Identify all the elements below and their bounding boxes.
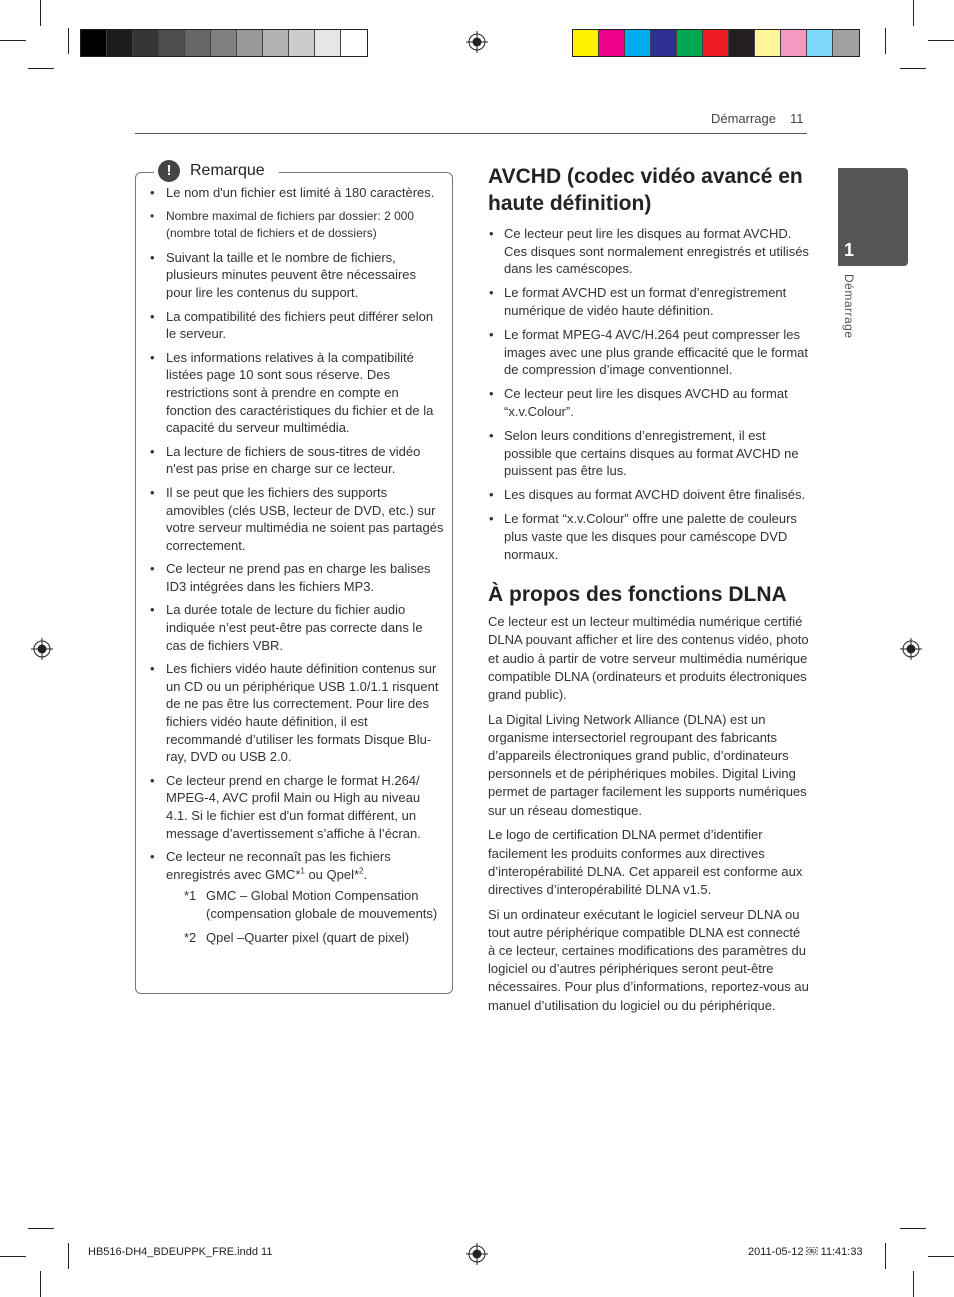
paragraph: La Digital Living Network Alliance (DLNA) est un organisme intersectoriel regroupant des fabricants d’appareils électroniques grand public, d’ordinateurs personnels et de périphériques mobiles. Digital Living permet de partager facilement les supports numériques sur un réseau domestique. <box>488 711 807 818</box>
list-item: • La lecture de fichiers de sous-titres de vidéo n'est pas prise en charge sur ce lecteur. <box>148 443 444 478</box>
color-swatch <box>651 30 677 56</box>
crop-mark <box>913 1271 914 1297</box>
paragraph: Si un ordinateur exécutant le logiciel serveur DLNA ou tout autre périphérique compatible DLNA est connecté à ce lecteur, certaines modifications des paramètres du logiciel ou d’autres périphériques seront peut-être nécessaires. Pour plus d’informations, reportez-vous au manuel d’utilisation du logiciel ou du périphérique. <box>488 906 809 1013</box>
crop-mark <box>40 1271 41 1297</box>
crop-mark <box>928 1256 954 1257</box>
crop-mark <box>28 1228 54 1229</box>
list-item: • Ce lecteur peut lire les disques au format AVCHD. Ces disques sont normalement enregistrés et utilisés dans les caméscopes. <box>488 225 810 278</box>
crop-mark <box>68 28 69 54</box>
footnote-mark: *2 <box>184 929 197 945</box>
registration-mark-icon <box>466 1243 488 1265</box>
color-swatch <box>573 30 599 56</box>
section-heading-dlna: À propos des fonctions DLNA <box>488 583 787 607</box>
list-item: • Les fichiers vidéo haute définition contenus sur un CD ou un périphérique USB 1.0/1.1 risquent de ne pas être lus correctement. Pour lire des fichiers vidéo haute définition, il est recommandé d’utiliser les formats Disque Blu-ray, DVD ou USB 2.0. <box>148 660 444 766</box>
list-item-text: Ce lecteur ne reconnaît pas les fichiers enregistrés avec GMC* <box>166 849 391 882</box>
color-swatch <box>781 30 807 56</box>
color-swatch <box>315 30 341 56</box>
list-item: • Ce lecteur peut lire les disques AVCHD au format “x.v.Colour”. <box>488 385 810 420</box>
list-item: • Ce lecteur prend en charge le format H.264/ MPEG-4, AVC profil Main ou High au niveau 4.1. Si le fichier est d'un format différent, un message d’avertissement s’affiche à l’écran. <box>148 772 444 842</box>
footnote-mark: *1 <box>184 888 197 904</box>
crop-mark <box>885 28 886 54</box>
main-column <box>488 163 810 1021</box>
gray-swatch-bar <box>80 29 368 57</box>
color-swatch <box>599 30 625 56</box>
registration-mark-icon <box>466 31 488 53</box>
footnote <box>184 887 444 922</box>
list-item: • Le format AVCHD est un format d’enregistrement numérique de vidéo haute définition. <box>488 284 810 319</box>
list-item: • Nombre maximal de fichiers par dossier: 2 000 (nombre total de fichiers et de dossiers) <box>148 208 444 243</box>
note-list <box>148 184 444 952</box>
footer-timestamp: 2011-05-12 ￼ 11:41:33 <box>748 1246 863 1258</box>
list-item: • Le format “x.v.Colour” offre une palette de couleurs plus vaste que les disques pour caméscope DVD normaux. <box>488 510 810 563</box>
registration-mark-icon <box>31 638 53 660</box>
registration-mark-icon <box>900 638 922 660</box>
list-item: • Les disques au format AVCHD doivent être finalisés. <box>488 486 810 504</box>
color-swatch-bar <box>572 29 860 57</box>
paragraph: Ce lecteur est un lecteur multimédia numérique certifié DLNA pouvant afficher et lire des contenus vidéo, photo et audio à partir de votre serveur multimédia numérique compatible DLNA (ordinateurs et produits électroniques grand public). <box>488 614 809 702</box>
exclamation-icon: ! <box>158 160 180 182</box>
crop-mark <box>900 1228 926 1229</box>
crop-mark <box>900 68 926 69</box>
list-item: • Il se peut que les fichiers des supports amovibles (clés USB, lecteur de DVD, etc.) sur votre serveur multimédia ne soient pas partagés correctement. <box>148 484 444 554</box>
footnote-ref: 1 <box>300 866 305 876</box>
list-item: • Le format MPEG-4 AVC/H.264 peut compresser les images avec une plus grande efficacité que le format de compression d’image conventionnel. <box>488 326 810 379</box>
color-swatch <box>755 30 781 56</box>
section-heading-avchd: AVCHD (codec vidéo avancé en haute définition) <box>488 165 803 215</box>
footer-file-name: HB516-DH4_BDEUPPK_FRE.indd 11 <box>88 1246 273 1258</box>
crop-mark <box>28 68 54 69</box>
color-swatch <box>211 30 237 56</box>
avchd-list <box>488 225 810 563</box>
footnote-list <box>184 887 444 946</box>
running-header-section: Démarrage <box>710 111 776 126</box>
color-swatch <box>703 30 729 56</box>
list-item: • La compatibilité des fichiers peut différer selon le serveur. <box>148 308 444 343</box>
footnote-text: GMC – Global Motion Compensation (compensation globale de mouvements) <box>206 888 438 921</box>
header-divider <box>135 133 807 134</box>
color-swatch <box>81 30 107 56</box>
color-swatch <box>289 30 315 56</box>
chapter-tab-label: Démarrage <box>842 274 856 339</box>
crop-mark <box>928 40 954 41</box>
color-swatch <box>237 30 263 56</box>
footnote-text: Qpel –Quarter pixel (quart de pixel) <box>206 929 410 945</box>
color-swatch <box>133 30 159 56</box>
note-header <box>154 160 279 182</box>
color-swatch <box>107 30 133 56</box>
crop-mark <box>913 0 914 26</box>
paragraph: Le logo de certification DLNA permet d’identifier facilement les produits conformes aux directives d’interopérabilité DLNA. Cet appareil est conforme aux directives d’interopérabilité DLNA v1.5. <box>488 827 803 897</box>
note-title: Remarque <box>190 162 265 179</box>
list-item-text: ou Qpel* <box>304 866 360 882</box>
footnote-ref: 2 <box>359 866 364 876</box>
color-swatch <box>159 30 185 56</box>
color-swatch <box>807 30 833 56</box>
color-swatch <box>263 30 289 56</box>
footnote <box>184 929 444 947</box>
color-swatch <box>341 30 367 56</box>
color-swatch <box>185 30 211 56</box>
color-swatch <box>677 30 703 56</box>
list-item: • Les informations relatives à la compatibilité listées page 10 sont sous réserve. Des restrictions sont à prendre en compte en fonction des caractéristiques du fichier et de la capacité du serveur multimédia. <box>148 349 444 437</box>
crop-mark <box>0 40 26 41</box>
crop-mark <box>40 0 41 26</box>
list-item: • Suivant la taille et le nombre de fichiers, plusieurs minutes peuvent être nécessaires pour lire les contenus du support. <box>148 249 444 302</box>
list-item: • La durée totale de lecture du fichier audio indiquée n’est peut-être pas correcte dans le cas de fichiers VBR. <box>148 601 444 654</box>
crop-mark <box>68 1243 69 1269</box>
color-swatch <box>833 30 859 56</box>
color-swatch <box>625 30 651 56</box>
chapter-tab-number: 1 <box>844 240 855 260</box>
list-item-gmc-qpel <box>148 848 444 946</box>
list-item-text: . <box>363 866 368 882</box>
crop-mark <box>885 1243 886 1269</box>
color-swatch <box>729 30 755 56</box>
list-item: • Selon leurs conditions d’enregistrement, il est possible que certains disques au format AVCHD ne puissent pas être lus. <box>488 427 810 480</box>
page-number: 11 <box>790 111 804 126</box>
list-item: • Ce lecteur ne prend pas en charge les balises ID3 intégrées dans les fichiers MP3. <box>148 560 444 595</box>
list-item: • Le nom d'un fichier est limité à 180 caractères. <box>148 184 444 202</box>
crop-mark <box>0 1256 26 1257</box>
